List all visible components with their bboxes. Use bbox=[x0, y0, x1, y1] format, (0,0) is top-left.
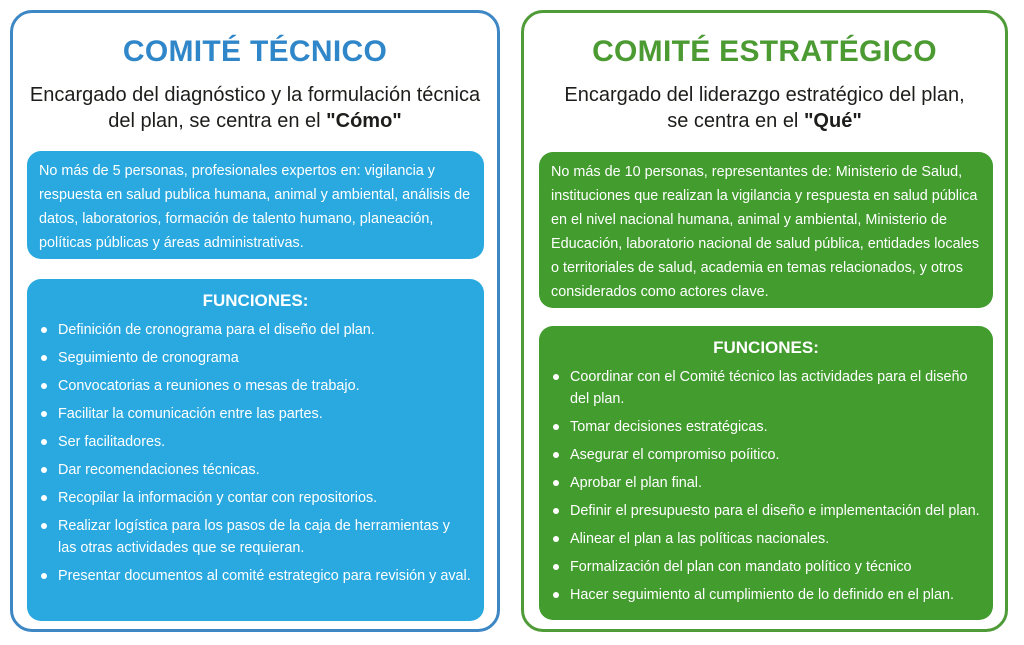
bullet-icon bbox=[553, 424, 559, 430]
function-item bbox=[39, 487, 472, 509]
function-item bbox=[39, 403, 472, 425]
function-text: Dar recomendaciones técnicas. bbox=[58, 462, 260, 478]
function-text: Seguimiento de cronograma bbox=[58, 350, 239, 366]
function-item bbox=[39, 347, 472, 369]
function-text: Recopilar la información y contar con repositorios. bbox=[58, 490, 378, 506]
function-text: Definir el presupuesto para el diseño e implementación del plan. bbox=[570, 503, 980, 519]
bullet-icon bbox=[553, 536, 559, 542]
function-text: Tomar decisiones estratégicas. bbox=[570, 419, 768, 435]
function-item bbox=[551, 416, 981, 438]
bullet-icon bbox=[553, 480, 559, 486]
function-text: Definición de cronograma para el diseño del plan. bbox=[58, 322, 375, 338]
function-text: Convocatorias a reuniones o mesas de trabajo. bbox=[58, 378, 360, 394]
function-item bbox=[39, 431, 472, 453]
comite-estrategico-panel bbox=[521, 10, 1008, 632]
function-item bbox=[551, 444, 981, 466]
subtitle-line-1: Encargado del liderazgo estratégico del plan, bbox=[564, 84, 965, 106]
function-text: Asegurar el compromiso poíitico. bbox=[570, 447, 780, 463]
comite-estrategico-functions-box bbox=[539, 326, 993, 620]
subtitle-emphasis: "Cómo" bbox=[326, 110, 402, 132]
function-text: Presentar documentos al comité estrategico para revisión y aval. bbox=[58, 568, 471, 584]
function-item bbox=[551, 500, 981, 522]
bullet-icon bbox=[41, 327, 47, 333]
bullet-icon bbox=[41, 523, 47, 529]
bullet-icon bbox=[41, 495, 47, 501]
bullet-icon bbox=[41, 383, 47, 389]
function-text: Aprobar el plan final. bbox=[570, 475, 702, 491]
comite-tecnico-title: COMITÉ TÉCNICO bbox=[122, 35, 388, 68]
functions-list bbox=[551, 366, 981, 606]
bullet-icon bbox=[553, 592, 559, 598]
function-item bbox=[39, 375, 472, 397]
function-item bbox=[39, 515, 472, 559]
subtitle-line-2-text: se centra en el bbox=[667, 110, 804, 132]
subtitle-emphasis: "Qué" bbox=[803, 110, 862, 132]
bullet-icon bbox=[41, 411, 47, 417]
function-item bbox=[551, 528, 981, 550]
comite-estrategico-description: No más de 10 personas, representantes de: Ministerio de Salud, instituciones que realizan la vigilancia y respuesta en salud pública en el nivel nacional humana, animal y ambiental, Ministerio de Educación, laboratorio nacional de salud pública, entidades locales o territoriales de salud, academia en temas relacionados, y otros considerados como actores clave. bbox=[539, 152, 993, 308]
function-item bbox=[551, 472, 981, 494]
bullet-icon bbox=[553, 374, 559, 380]
bullet-icon bbox=[41, 439, 47, 445]
function-item bbox=[39, 565, 472, 587]
function-item bbox=[39, 459, 472, 481]
function-text: Ser facilitadores. bbox=[58, 434, 166, 450]
bullet-icon bbox=[41, 573, 47, 579]
functions-title: FUNCIONES: bbox=[202, 291, 309, 310]
comite-tecnico-subtitle bbox=[23, 82, 487, 134]
bullet-icon bbox=[553, 564, 559, 570]
comite-estrategico-subtitle bbox=[534, 82, 995, 134]
comite-tecnico-description: No más de 5 personas, profesionales expertos en: vigilancia y respuesta en salud publica humana, animal y ambiental, análisis de datos, laboratorios, formación de talento humano, planeación, políticas públicas y áreas administrativas. bbox=[27, 151, 484, 259]
bullet-icon bbox=[41, 467, 47, 473]
comite-estrategico-title: COMITÉ ESTRATÉGICO bbox=[592, 35, 937, 68]
comite-tecnico-functions-box bbox=[27, 279, 484, 621]
function-item bbox=[551, 366, 981, 410]
comite-tecnico-panel bbox=[10, 10, 500, 632]
function-item bbox=[551, 584, 981, 606]
subtitle-line-2 bbox=[534, 108, 995, 134]
function-text: Formalización del plan con mandato político y técnico bbox=[570, 559, 912, 575]
function-item bbox=[551, 556, 981, 578]
function-text: Coordinar con el Comité técnico las actividades para el diseño del plan. bbox=[570, 369, 968, 407]
functions-list bbox=[39, 319, 472, 587]
subtitle-line-2-text: del plan, se centra en el bbox=[108, 110, 327, 132]
bullet-icon bbox=[41, 355, 47, 361]
subtitle-line-1: Encargado del diagnóstico y la formulación técnica bbox=[29, 84, 481, 106]
function-text: Facilitar la comunicación entre las partes. bbox=[58, 406, 323, 422]
bullet-icon bbox=[553, 452, 559, 458]
functions-title: FUNCIONES: bbox=[713, 338, 819, 357]
function-text: Realizar logística para los pasos de la caja de herramientas y las otras actividades que se requieran. bbox=[58, 518, 450, 556]
function-text: Alinear el plan a las políticas nacionales. bbox=[570, 531, 830, 547]
bullet-icon bbox=[553, 508, 559, 514]
function-item bbox=[39, 319, 472, 341]
function-text: Hacer seguimiento al cumplimiento de lo definido en el plan. bbox=[570, 587, 954, 603]
subtitle-line-2 bbox=[23, 108, 487, 134]
